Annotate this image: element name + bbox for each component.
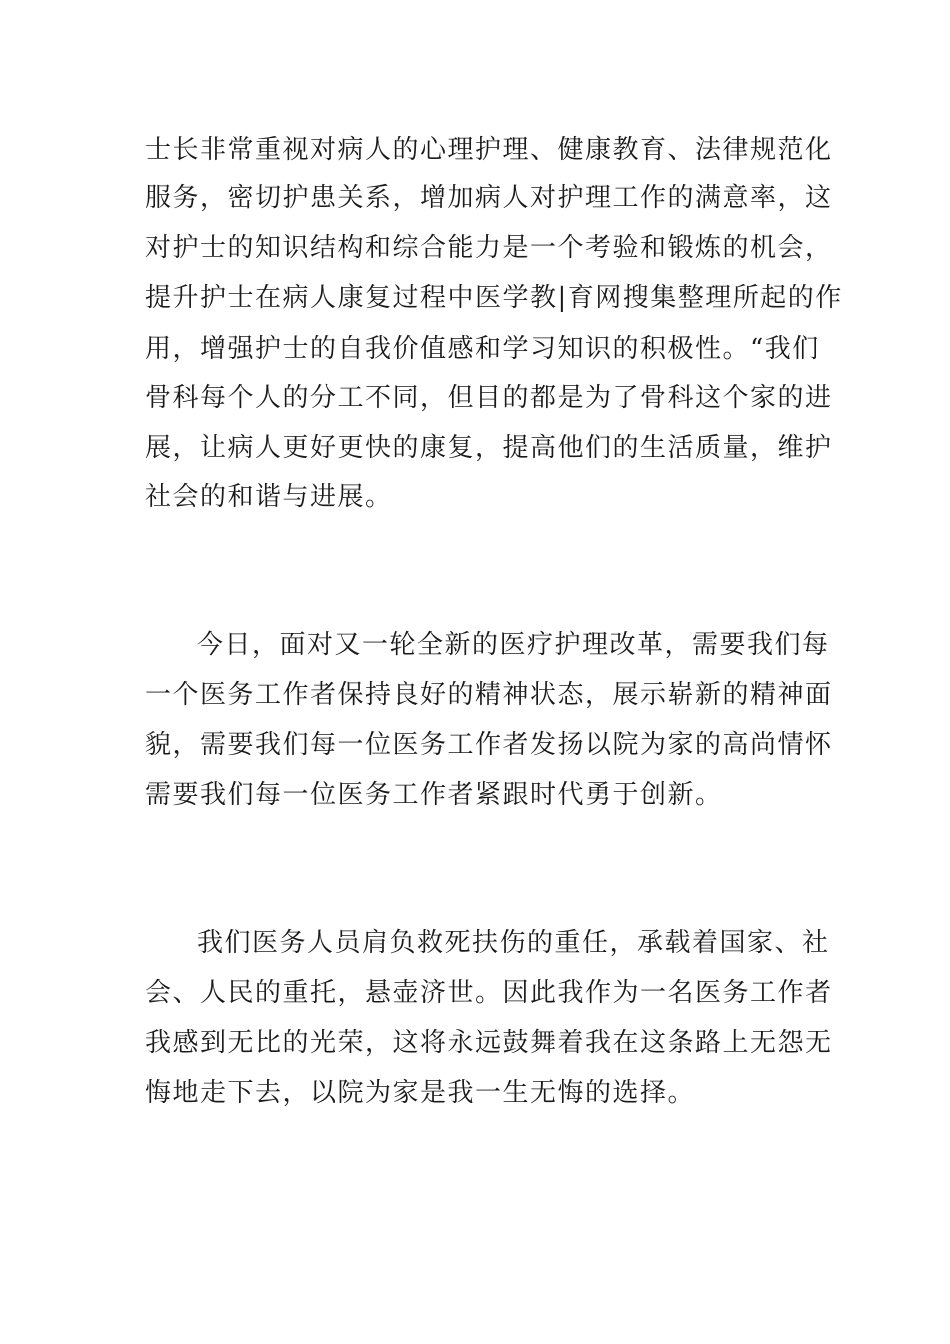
paragraph-2-line-2: 一个医务工作者保持良好的精神状态，展示崭新的精神面 (145, 680, 833, 710)
paragraph-2-line-4: 需要我们每一位医务工作者紧跟时代勇于创新。 (145, 780, 723, 810)
paragraph-1-line-5: 用，增强护士的自我价值感和学习知识的积极性。“我们 (145, 334, 820, 364)
paragraph-1-line-4: 提升护士在病人康复过程中医学教|育网搜集整理所起的作 (145, 283, 843, 313)
paragraph-2-line-1: 今日，面对又一轮全新的医疗护理改革，需要我们每 (197, 630, 830, 660)
paragraph-3-line-4: 悔地走下去，以院为家是我一生无悔的选择。 (145, 1078, 696, 1108)
paragraph-1-line-2: 服务，密切护患关系，增加病人对护理工作的满意率，这 (145, 183, 833, 213)
paragraph-2-line-3: 貌，需要我们每一位医务工作者发扬以院为家的高尚情怀 (145, 730, 833, 760)
paragraph-3-line-1: 我们医务人员肩负救死扶伤的重任，承载着国家、社 (197, 928, 830, 958)
paragraph-1-line-7: 展，让病人更好更快的康复，提高他们的生活质量，维护 (145, 433, 833, 463)
paragraph-1-line-3: 对护士的知识结构和综合能力是一个考验和锻炼的机会， (145, 233, 833, 263)
paragraph-1-line-8: 社会的和谐与进展。 (145, 482, 393, 512)
paragraph-3-line-3: 我感到无比的光荣，这将永远鼓舞着我在这条路上无怨无 (145, 1028, 833, 1058)
paragraph-1-line-6: 骨科每个人的分工不同，但目的都是为了骨科这个家的进 (145, 383, 833, 413)
paragraph-3-line-2: 会、人民的重托，悬壶济世。因此我作为一名医务工作者 (145, 978, 833, 1008)
paragraph-1-line-1: 士长非常重视对病人的心理护理、健康教育、法律规范化 (145, 135, 833, 165)
